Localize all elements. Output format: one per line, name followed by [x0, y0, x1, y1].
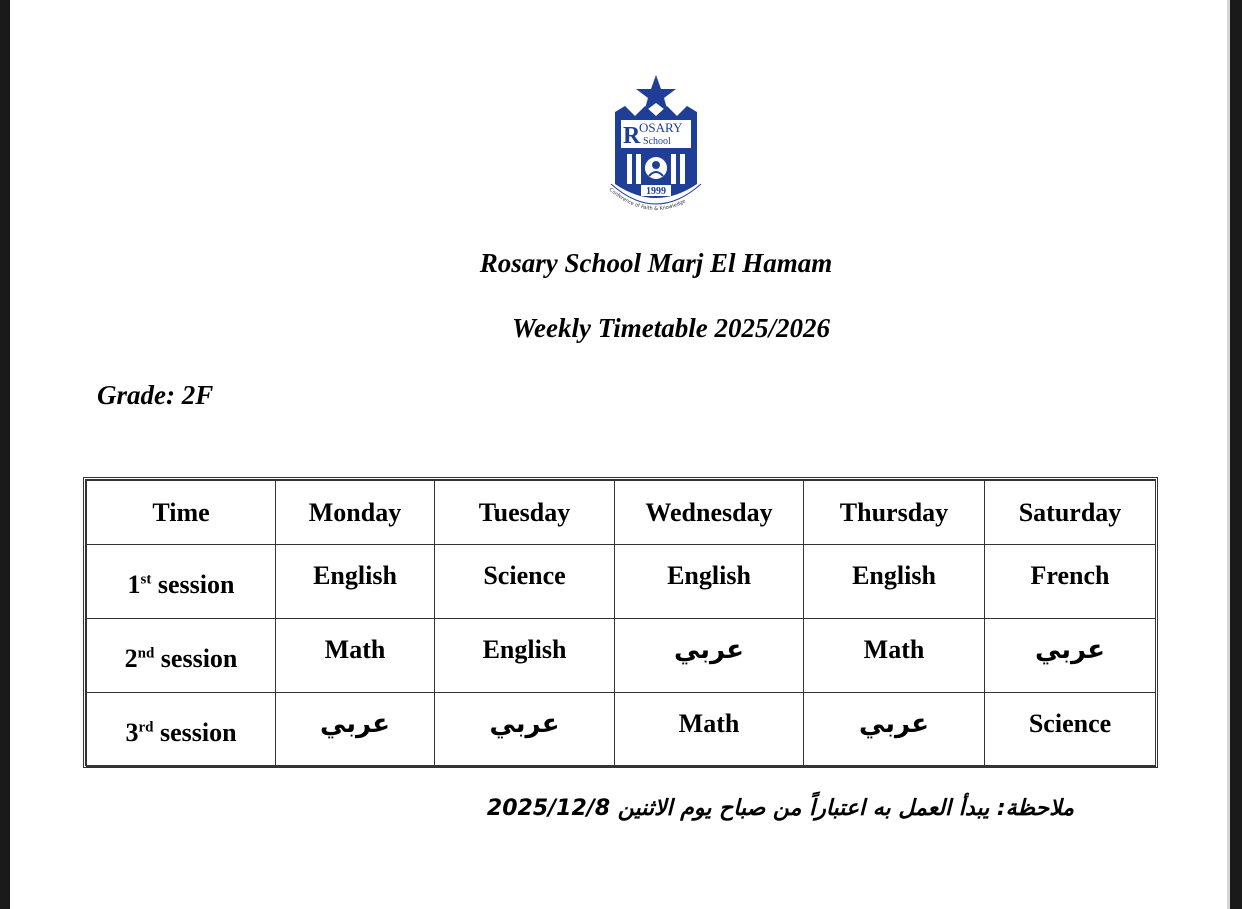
table-row — [87, 545, 1156, 619]
session-number: 3 — [125, 717, 139, 747]
session-label — [87, 619, 276, 693]
timetable-title: Weekly Timetable 2025/2026 — [512, 313, 830, 343]
logo-year: 1999 — [646, 186, 666, 197]
table-cell: English — [276, 545, 435, 619]
col-header-wednesday: Wednesday — [615, 481, 804, 545]
page-edge-right — [1230, 0, 1242, 909]
session-word: session — [160, 643, 238, 673]
logo-initial: R — [623, 123, 641, 149]
table-cell: Science — [435, 545, 615, 619]
table-cell: عربي — [435, 693, 615, 767]
table-cell: عربي — [985, 619, 1156, 693]
header-row — [87, 481, 1156, 545]
session-number: 2 — [124, 643, 138, 673]
session-label — [87, 693, 276, 767]
table-cell: Math — [276, 619, 435, 693]
table-cell: Math — [804, 619, 985, 693]
grade-label: Grade: 2F — [97, 380, 214, 410]
note-text: ملاحظة: يبدأ العمل به اعتباراً من صباح يوم الاثنين 2025/12/8 — [486, 796, 1074, 821]
logo-school: School — [643, 136, 671, 147]
col-header-saturday: Saturday — [985, 481, 1156, 545]
logo-motto: Conference of Faith & Knowledge — [607, 186, 687, 213]
page-edge-left — [0, 0, 10, 909]
table-cell: Science — [985, 693, 1156, 767]
table-cell: English — [615, 545, 804, 619]
school-logo — [603, 72, 709, 222]
logo-wordmark: OSARY — [639, 120, 683, 135]
table-cell: Math — [615, 693, 804, 767]
session-suffix: rd — [138, 718, 154, 735]
session-suffix: nd — [137, 644, 155, 661]
table-cell: عربي — [615, 619, 804, 693]
table-cell: English — [435, 619, 615, 693]
table-cell: French — [985, 545, 1156, 619]
col-header-tuesday: Tuesday — [435, 481, 615, 545]
session-label — [87, 545, 276, 619]
table-row — [87, 693, 1156, 767]
col-header-monday: Monday — [276, 481, 435, 545]
table-row — [87, 619, 1156, 693]
col-header-time: Time — [87, 481, 276, 545]
session-number: 1 — [127, 569, 141, 599]
table-cell: English — [804, 545, 985, 619]
session-suffix: st — [140, 570, 152, 587]
school-name: Rosary School Marj El Hamam — [479, 248, 833, 278]
col-header-thursday: Thursday — [804, 481, 985, 545]
table-cell: عربي — [804, 693, 985, 767]
table-cell: عربي — [276, 693, 435, 767]
rosary-school-crest-icon — [603, 72, 709, 222]
session-word: session — [159, 717, 237, 747]
timetable — [83, 477, 1158, 768]
session-word: session — [157, 569, 235, 599]
